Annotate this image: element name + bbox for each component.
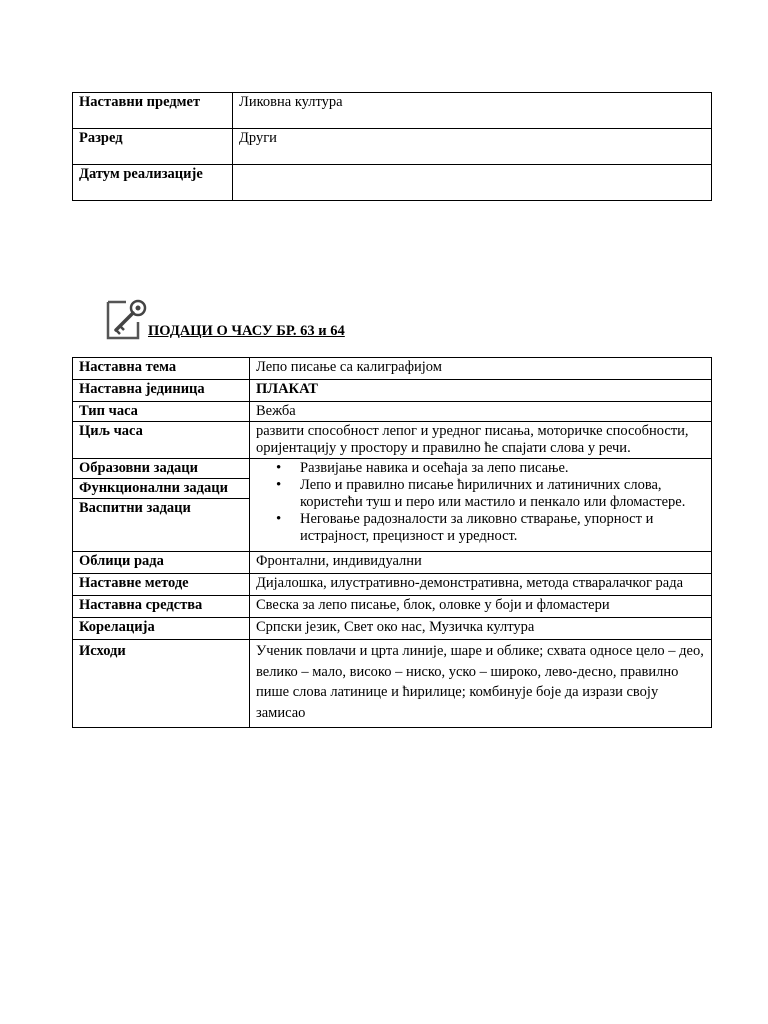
info-table — [72, 92, 712, 201]
grade-label: Разред — [73, 129, 233, 165]
table-row — [73, 640, 712, 728]
materials-label: Наставна средства — [73, 596, 250, 618]
table-row — [73, 93, 712, 129]
table-row — [73, 129, 712, 165]
materials-value: Свеска за лепо писање, блок, оловке у боји и фломастери — [250, 596, 712, 618]
section-header — [104, 296, 404, 342]
date-value — [233, 165, 712, 201]
grade-value: Други — [233, 129, 712, 165]
lesson-table — [72, 357, 712, 728]
goal-label: Циљ часа — [73, 422, 250, 459]
key-icon — [104, 296, 150, 342]
table-row — [73, 358, 712, 380]
outcomes-value: Ученик повлачи и црта линије, шаре и облике; схвата односе цело – део, велико – мало, високо – ниско, уско – широко, лево-десно, правилно пише слова латинице и ћирилице; комбинује боје да изрази своју замисао — [250, 640, 712, 728]
table-row — [73, 459, 712, 479]
list-item: • Развијање навика и осећаја за лепо писање. — [256, 460, 705, 477]
upbringing-tasks-label: Васпитни задаци — [73, 499, 250, 552]
table-row — [73, 552, 712, 574]
work-forms-value: Фронтални, индивидуални — [250, 552, 712, 574]
date-label: Датум реализације — [73, 165, 233, 201]
methods-label: Наставне методе — [73, 574, 250, 596]
section-title: ПОДАЦИ О ЧАСУ БР. 63 и 64 — [148, 323, 345, 339]
topic-label: Наставна тема — [73, 358, 250, 380]
list-item: • Неговање радозналости за ликовно стварање, упорност и истрајност, прецизност и уредност. — [256, 511, 705, 545]
lesson-type-label: Тип часа — [73, 402, 250, 422]
list-item: • Лепо и правилно писање ћириличних и латиничних слова, користећи туш и перо или мастило и пенкало или фломастере. — [256, 477, 705, 511]
table-row — [73, 165, 712, 201]
methods-value: Дијалошка, илустративно-демонстративна, метода стваралачког рада — [250, 574, 712, 596]
functional-tasks-label: Функционални задаци — [73, 479, 250, 499]
unit-value: ПЛАКАТ — [250, 380, 712, 402]
tasks-list — [256, 460, 705, 545]
table-row — [73, 422, 712, 459]
lesson-type-value: Вежба — [250, 402, 712, 422]
educational-tasks-label: Образовни задаци — [73, 459, 250, 479]
topic-value: Лепо писање са калиграфијом — [250, 358, 712, 380]
tasks-cell — [250, 459, 712, 552]
table-row — [73, 618, 712, 640]
subject-value: Ликовна култура — [233, 93, 712, 129]
outcomes-label: Исходи — [73, 640, 250, 728]
subject-label: Наставни предмет — [73, 93, 233, 129]
work-forms-label: Облици рада — [73, 552, 250, 574]
table-row — [73, 596, 712, 618]
goal-value: развити способност лепог и уредног писања, моторичке способности, оријентацију у простору и правилно ће спајати слова у речи. — [250, 422, 712, 459]
unit-label: Наставна јединица — [73, 380, 250, 402]
table-row — [73, 402, 712, 422]
correlation-label: Корелација — [73, 618, 250, 640]
correlation-value: Српски језик, Свет око нас, Музичка култура — [250, 618, 712, 640]
table-row — [73, 380, 712, 402]
table-row — [73, 574, 712, 596]
